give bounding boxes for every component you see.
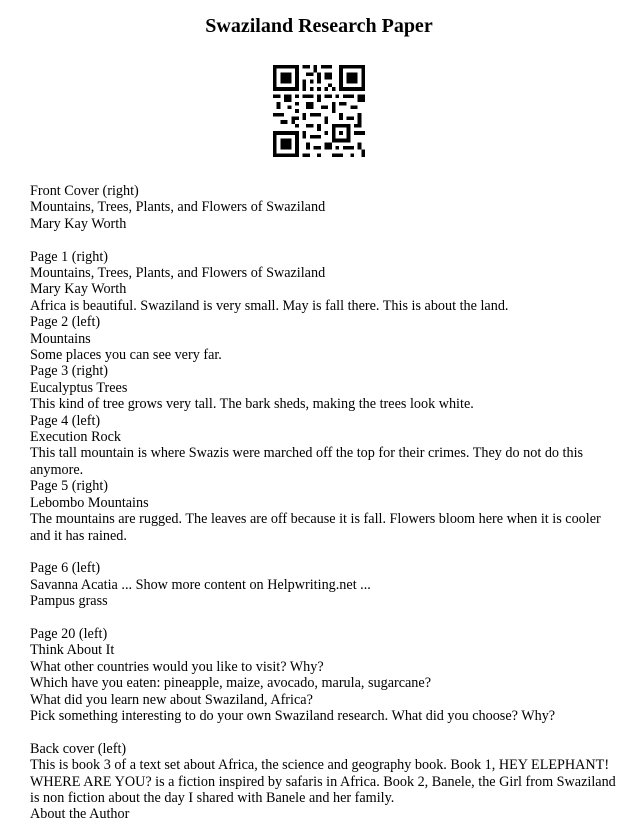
text-line: Front Cover (right) (30, 183, 139, 199)
pages-1-5-section (30, 249, 620, 544)
text-line: Page 6 (left) (30, 560, 101, 577)
text-line: Page 20 (left) (30, 625, 108, 642)
back-cover-section (30, 741, 620, 823)
front-cover-section (30, 183, 620, 232)
page-20-section (30, 626, 620, 724)
text-line: This kind of tree grows very tall. The bark sheds, making the trees look white. (30, 396, 474, 413)
qr-code-icon (273, 65, 365, 157)
text-line: Some places you can see very far. (30, 347, 222, 364)
text-line: Mountains (30, 330, 91, 347)
text-line: Page 1 (right) (30, 248, 109, 265)
text-line: Eucalyptus Trees (30, 379, 128, 396)
text-line: Think About It (30, 642, 115, 659)
text-line: What other countries would you like to visit? Why? (30, 658, 324, 675)
text-line: The mountains are rugged. The leaves are off because it is fall. Flowers bloom here when it is cooler and it has rained. (30, 511, 601, 544)
text-line: Mountains, Trees, Plants, and Flowers of Swaziland (30, 199, 326, 216)
text-line: Execution Rock (30, 429, 122, 446)
text-line: Which have you eaten: pineapple, maize, avocado, marula, sugarcane? (30, 675, 431, 692)
text-line: Pampus grass (30, 593, 108, 610)
text-line: Savanna Acatia ... Show more content on Helpwriting.net ... (30, 576, 371, 593)
text-line: This is book 3 of a text set about Africa, the science and geography book. Book 1, HEY ELEPHANT! WHERE ARE YOU? is a fiction inspired by safaris in Africa. Book 2, Banele, the Girl from Swaziland is non fiction about the day I shared with Banele and her family. (30, 757, 616, 806)
text-line: Africa is beautiful. Swaziland is very small. May is fall there. This is about the land. (30, 297, 509, 314)
text-line: Back cover (left) (30, 740, 127, 757)
text-line: Page 4 (left) (30, 412, 101, 429)
text-line: Page 3 (right) (30, 363, 109, 380)
text-line: What did you learn new about Swaziland, Africa? (30, 691, 313, 708)
text-line: Page 2 (left) (30, 314, 101, 331)
text-line: About the Author (30, 806, 130, 823)
text-line: This tall mountain is where Swazis were marched off the top for their crimes. They do not do this anymore. (30, 445, 584, 478)
page-6-section (30, 560, 620, 609)
text-line: Lebombo Mountains (30, 494, 149, 511)
text-line: Pick something interesting to do your own Swaziland research. What did you choose? Why? (30, 707, 556, 724)
document-body (30, 183, 620, 823)
page-title: Swaziland Research Paper (205, 15, 433, 37)
text-line: Mountains, Trees, Plants, and Flowers of Swaziland (30, 265, 326, 282)
text-line: Page 5 (right) (30, 478, 109, 495)
text-line: Mary Kay Worth (30, 281, 127, 298)
text-line: Mary Kay Worth (30, 215, 127, 232)
